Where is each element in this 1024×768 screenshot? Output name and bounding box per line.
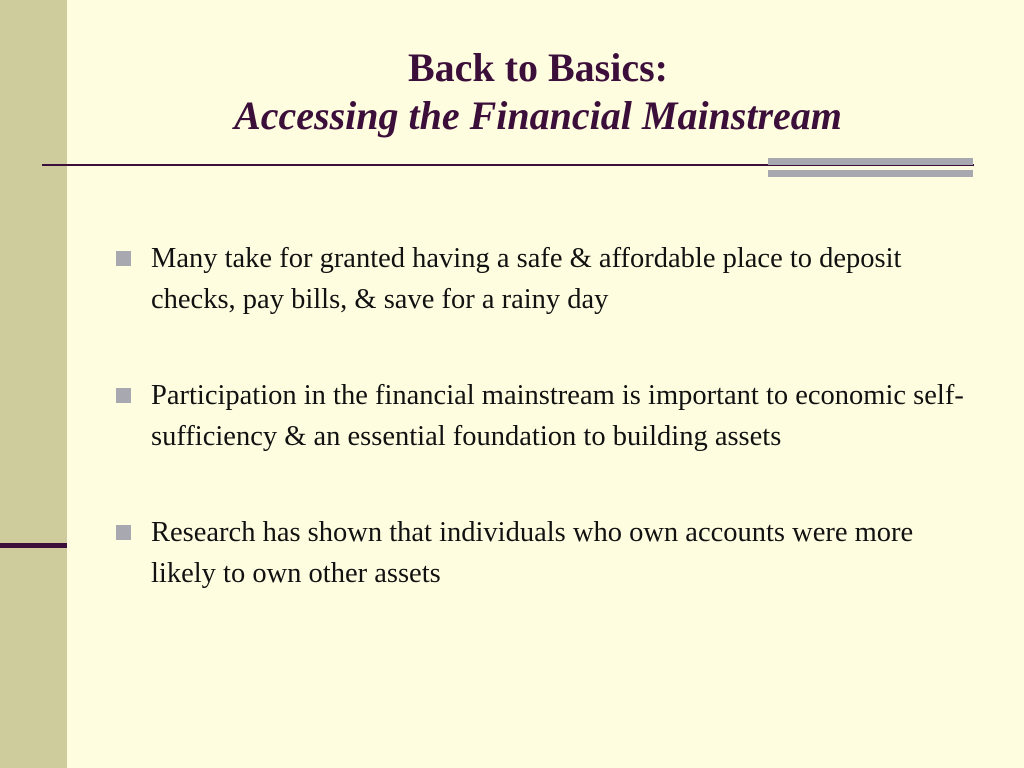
bullet-item bbox=[115, 512, 975, 594]
left-band-accent-bar bbox=[0, 543, 67, 548]
square-bullet-icon bbox=[116, 525, 131, 540]
bullet-text: Research has shown that individuals who own accounts were more likely to own other assets bbox=[151, 517, 914, 589]
slide-title bbox=[90, 44, 986, 140]
bullet-text: Many take for granted having a safe & affordable place to deposit checks, pay bills, & save for a rainy day bbox=[151, 243, 902, 315]
divider-accent-bar-top bbox=[768, 158, 973, 165]
bullet-text: Participation in the financial mainstream is important to economic self-sufficiency & an essential foundation to building assets bbox=[151, 380, 964, 452]
slide-title-line-1: Back to Basics: bbox=[408, 45, 668, 90]
square-bullet-icon bbox=[116, 251, 131, 266]
title-divider-accent bbox=[768, 158, 973, 178]
bullet-item bbox=[115, 238, 975, 320]
divider-accent-bar-bottom bbox=[768, 170, 973, 177]
slide-title-line-2: Accessing the Financial Mainstream bbox=[234, 93, 842, 138]
square-bullet-icon bbox=[116, 388, 131, 403]
left-decorative-band bbox=[0, 0, 67, 768]
bullet-item bbox=[115, 375, 975, 457]
bullet-list bbox=[115, 238, 975, 649]
